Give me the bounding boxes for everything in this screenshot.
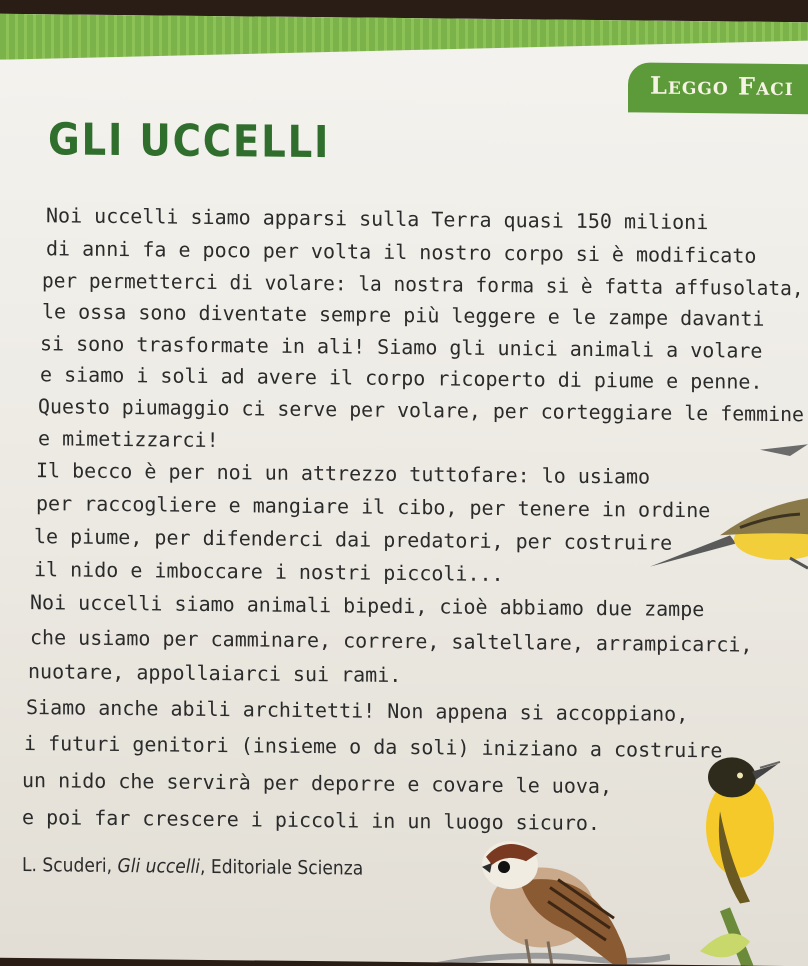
text-line: Questo piumaggio ci serve per volare, per corteggiare le femmine <box>38 394 805 427</box>
text-line: e mimetizzarci! <box>38 426 219 453</box>
text-line: il nido e imboccare i nostri piccoli... <box>34 557 504 587</box>
text-line: e siamo i soli ad avere il corpo ricoperto di piume e penne. <box>40 362 763 394</box>
sparrow-bird-illustration <box>430 826 670 966</box>
text-line: Noi uccelli siamo animali bipedi, cioè abbiamo due zampe <box>30 590 705 622</box>
text-line: di anni fa e poco per volta il nostro corpo si è modificato <box>46 236 757 268</box>
text-line: le ossa sono diventate sempre più leggere e le zampe davanti <box>42 299 765 331</box>
text-line: Siamo anche abili architetti! Non appena si accoppiano, <box>26 695 689 726</box>
text-line: che usiamo per camminare, correre, saltellare, arrampicarci, <box>30 625 753 657</box>
source-publisher: , Editoriale Scienza <box>200 855 364 880</box>
section-label: Leggo Faci <box>650 70 794 102</box>
page-title: GLI UCCELLI <box>48 114 331 169</box>
source-author: L. Scuderi, <box>22 853 118 877</box>
text-line: un nido che servirà per deporre e covare le uova, <box>22 767 613 799</box>
text-line: si sono trasformate in ali! Siamo gli unici animali a volare <box>40 331 763 363</box>
text-line: Il becco è per noi un attrezzo tuttofare: lo usiamo <box>36 458 651 489</box>
text-line: e poi far crescere i piccoli in un luogo sicuro. <box>22 804 600 836</box>
text-line: Noi uccelli siamo apparsi sulla Terra quasi 150 milioni <box>46 203 709 235</box>
yellow-bird-illustration <box>690 751 808 966</box>
decorative-top-band <box>0 14 808 68</box>
text-line: per permetterci di volare: la nostra forma si è fatta affusolata, <box>42 268 804 301</box>
wagtail-bird-illustration <box>640 438 808 590</box>
source-citation <box>22 854 363 880</box>
text-line: nuotare, appollaiarci sui rami. <box>28 659 402 687</box>
source-book-title: Gli uccelli <box>117 854 201 878</box>
text-line: le piume, per difenderci dai predatori, per costruire <box>34 524 673 555</box>
text-line: i futuri genitori (insieme o da soli) iniziano a costruire <box>24 731 723 763</box>
text-line: per raccogliere e mangiare il cibo, per tenere in ordine <box>36 491 711 523</box>
textbook-page <box>0 14 808 966</box>
